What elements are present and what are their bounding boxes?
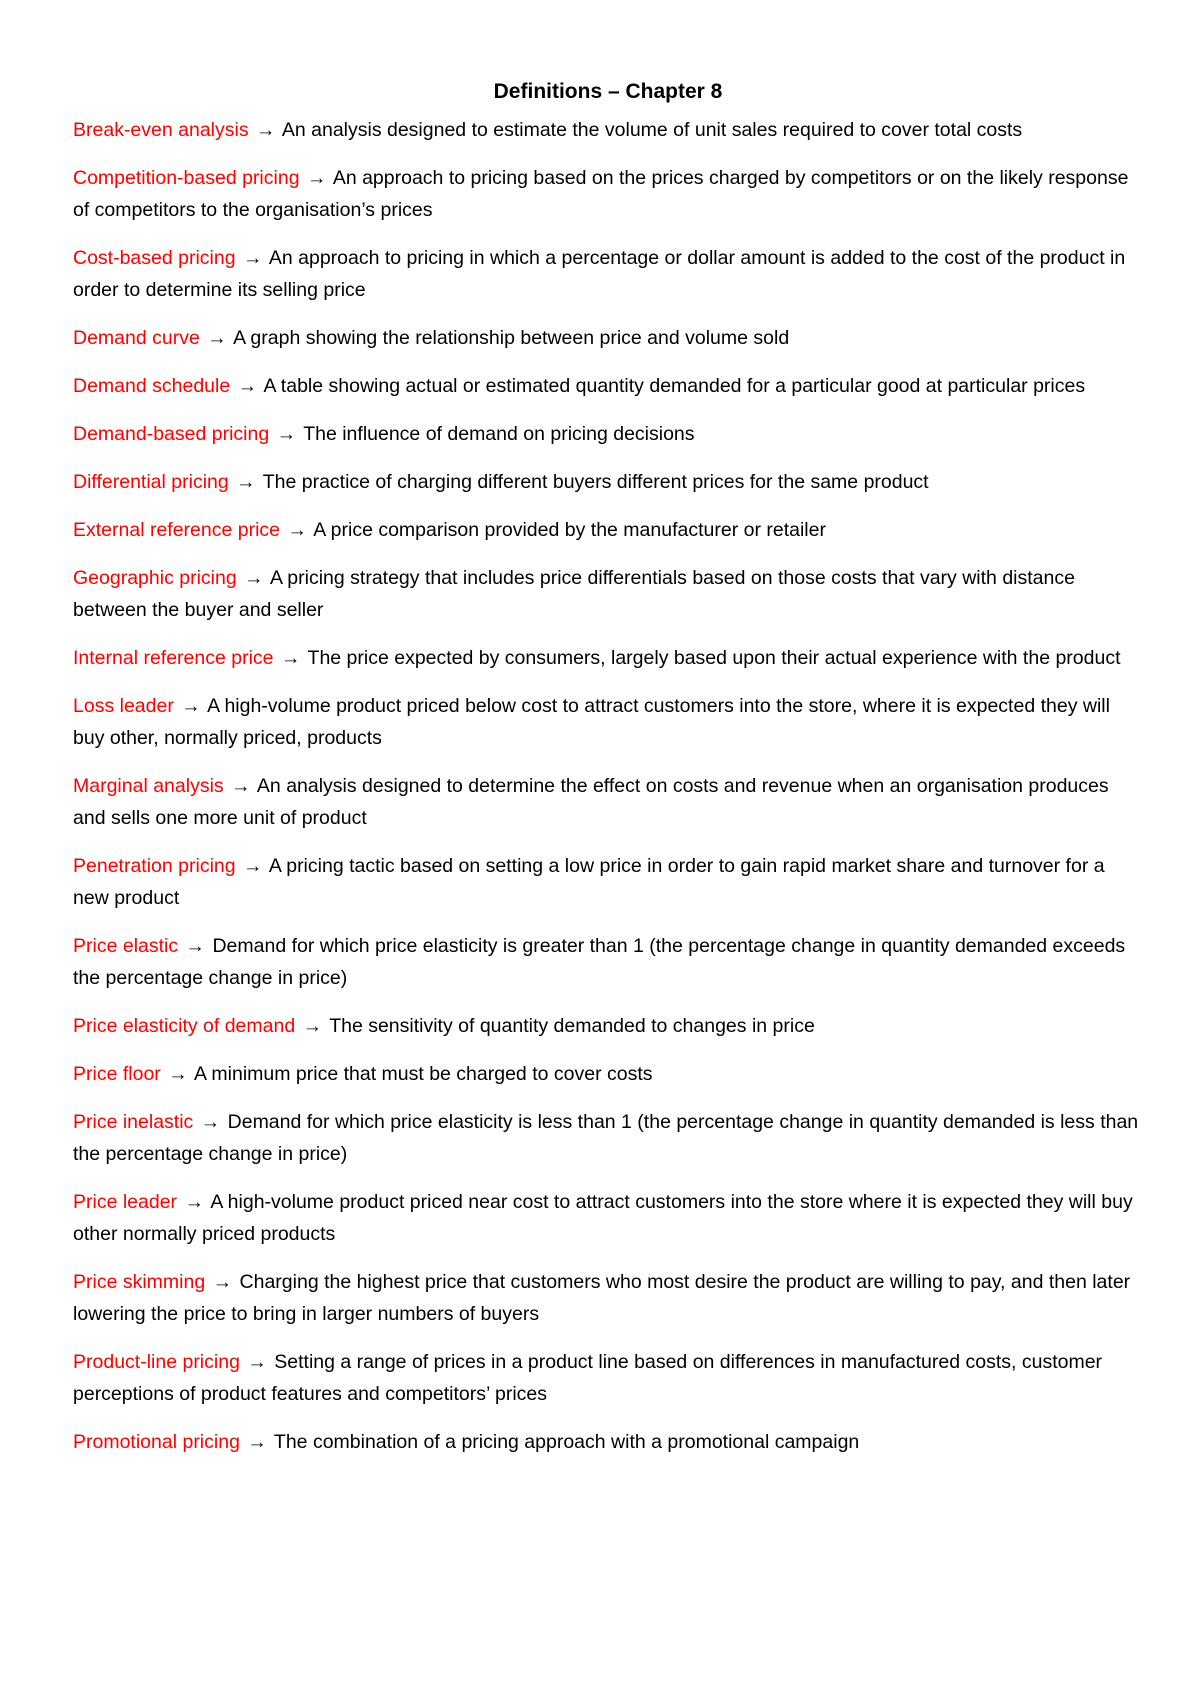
definition-entry (73, 418, 1143, 450)
definition-entry (73, 242, 1143, 306)
definition-entry (73, 466, 1143, 498)
definition-term: Promotional pricing (73, 1431, 240, 1453)
definition-entry (73, 1106, 1143, 1170)
definition-term: Price elastic (73, 935, 179, 957)
definition-text: A graph showing the relationship between price and volume sold (233, 327, 790, 349)
right-arrow-icon: → (200, 1111, 221, 1133)
definition-term: Price skimming (73, 1271, 206, 1293)
definition-entry (73, 1266, 1143, 1330)
definition-text: An approach to pricing in which a percentage or dollar amount is added to the cost of the product in order to determine its selling price (73, 247, 1126, 301)
definition-text: Demand for which price elasticity is greater than 1 (the percentage change in quantity demanded exceeds the percentage change in price) (73, 935, 1126, 989)
right-arrow-icon: → (181, 695, 201, 717)
right-arrow-icon: → (306, 167, 327, 189)
definition-entry (73, 370, 1143, 402)
definition-term: Internal reference price (73, 647, 274, 669)
right-arrow-icon: → (276, 423, 297, 445)
definition-entry (73, 930, 1143, 994)
right-arrow-icon: → (168, 1063, 188, 1085)
definition-entry (73, 1186, 1143, 1250)
definition-entry (73, 162, 1143, 226)
definition-term: Price floor (73, 1063, 161, 1085)
definition-term: Demand-based pricing (73, 423, 270, 445)
definition-text: An approach to pricing based on the prices charged by competitors or on the likely response of competitors to the organisation’s prices (73, 167, 1129, 221)
definition-term: External reference price (73, 519, 281, 541)
definition-entry (73, 642, 1143, 674)
definition-text: A table showing actual or estimated quantity demanded for a particular good at particular prices (263, 375, 1086, 397)
definition-term: Price leader (73, 1191, 178, 1213)
definition-entry (73, 1426, 1143, 1458)
definition-entry (73, 114, 1143, 146)
right-arrow-icon: → (244, 567, 264, 589)
definitions-list (73, 114, 1143, 1458)
right-arrow-icon: → (236, 471, 256, 493)
definition-text: The sensitivity of quantity demanded to changes in price (329, 1015, 815, 1037)
definition-text: A pricing strategy that includes price differentials based on those costs that vary with distance between the buyer and seller (73, 567, 1075, 621)
definition-text: Demand for which price elasticity is less than 1 (the percentage change in quantity demanded is less than the percentage change in price) (73, 1111, 1139, 1165)
right-arrow-icon: → (247, 1351, 267, 1373)
definition-text: The price expected by consumers, largely based upon their actual experience with the product (307, 647, 1121, 669)
definition-entry (73, 562, 1143, 626)
definition-text: An analysis designed to estimate the volume of unit sales required to cover total costs (281, 119, 1023, 141)
right-arrow-icon: → (237, 375, 258, 397)
definition-text: An analysis designed to determine the effect on costs and revenue when an organisation produces and sells one more unit of product (73, 775, 1109, 829)
definition-text: The practice of charging different buyers different prices for the same product (262, 471, 929, 493)
right-arrow-icon: → (243, 855, 263, 877)
definition-text: A minimum price that must be charged to cover costs (194, 1063, 653, 1085)
right-arrow-icon: → (184, 1191, 204, 1213)
definition-entry (73, 322, 1143, 354)
definition-text: The influence of demand on pricing decisions (303, 423, 695, 445)
right-arrow-icon: → (247, 1431, 267, 1453)
definition-text: A high-volume product priced near cost to attract customers into the store where it is expected they will buy other normally priced products (73, 1191, 1133, 1245)
definition-entry (73, 514, 1143, 546)
definition-term: Demand curve (73, 327, 200, 349)
definition-term: Marginal analysis (73, 775, 224, 797)
definition-entry (73, 1058, 1143, 1090)
definition-text: A price comparison provided by the manufacturer or retailer (313, 519, 826, 541)
definition-term: Penetration pricing (73, 855, 236, 877)
definition-term: Demand schedule (73, 375, 231, 397)
definition-term: Product-line pricing (73, 1351, 240, 1373)
definition-term: Price inelastic (73, 1111, 194, 1133)
right-arrow-icon: → (280, 647, 301, 669)
definition-text: Setting a range of prices in a product line based on differences in manufactured costs, customer perceptions of product features and competitors’ prices (73, 1351, 1103, 1405)
right-arrow-icon: → (287, 519, 307, 541)
definition-text: A high-volume product priced below cost to attract customers into the store, where it is expected they will buy other, normally priced, products (73, 695, 1110, 749)
right-arrow-icon: → (212, 1271, 233, 1293)
definition-entry (73, 1010, 1143, 1042)
definition-term: Price elasticity of demand (73, 1015, 296, 1037)
definition-entry (73, 770, 1143, 834)
document-page (73, 72, 1143, 1474)
definition-entry (73, 850, 1143, 914)
right-arrow-icon: → (207, 327, 227, 349)
page-title: Definitions – Chapter 8 (493, 80, 723, 103)
definition-term: Loss leader (73, 695, 174, 717)
definition-term: Break-even analysis (73, 119, 249, 141)
right-arrow-icon: → (243, 247, 263, 269)
right-arrow-icon: → (256, 119, 276, 141)
right-arrow-icon: → (231, 775, 251, 797)
definition-term: Cost-based pricing (73, 247, 236, 269)
definition-text: A pricing tactic based on setting a low price in order to gain rapid market share and turnover for a new product (73, 855, 1105, 909)
right-arrow-icon: → (185, 935, 206, 957)
definition-entry (73, 690, 1143, 754)
right-arrow-icon: → (302, 1015, 323, 1037)
definition-term: Geographic pricing (73, 567, 237, 589)
definition-term: Competition-based pricing (73, 167, 300, 189)
definition-term: Differential pricing (73, 471, 229, 493)
definition-text: The combination of a pricing approach with a promotional campaign (273, 1431, 860, 1453)
definition-text: Charging the highest price that customers who most desire the product are willing to pay, and then later lowering the price to bring in larger numbers of buyers (73, 1271, 1131, 1325)
definition-entry (73, 1346, 1143, 1410)
